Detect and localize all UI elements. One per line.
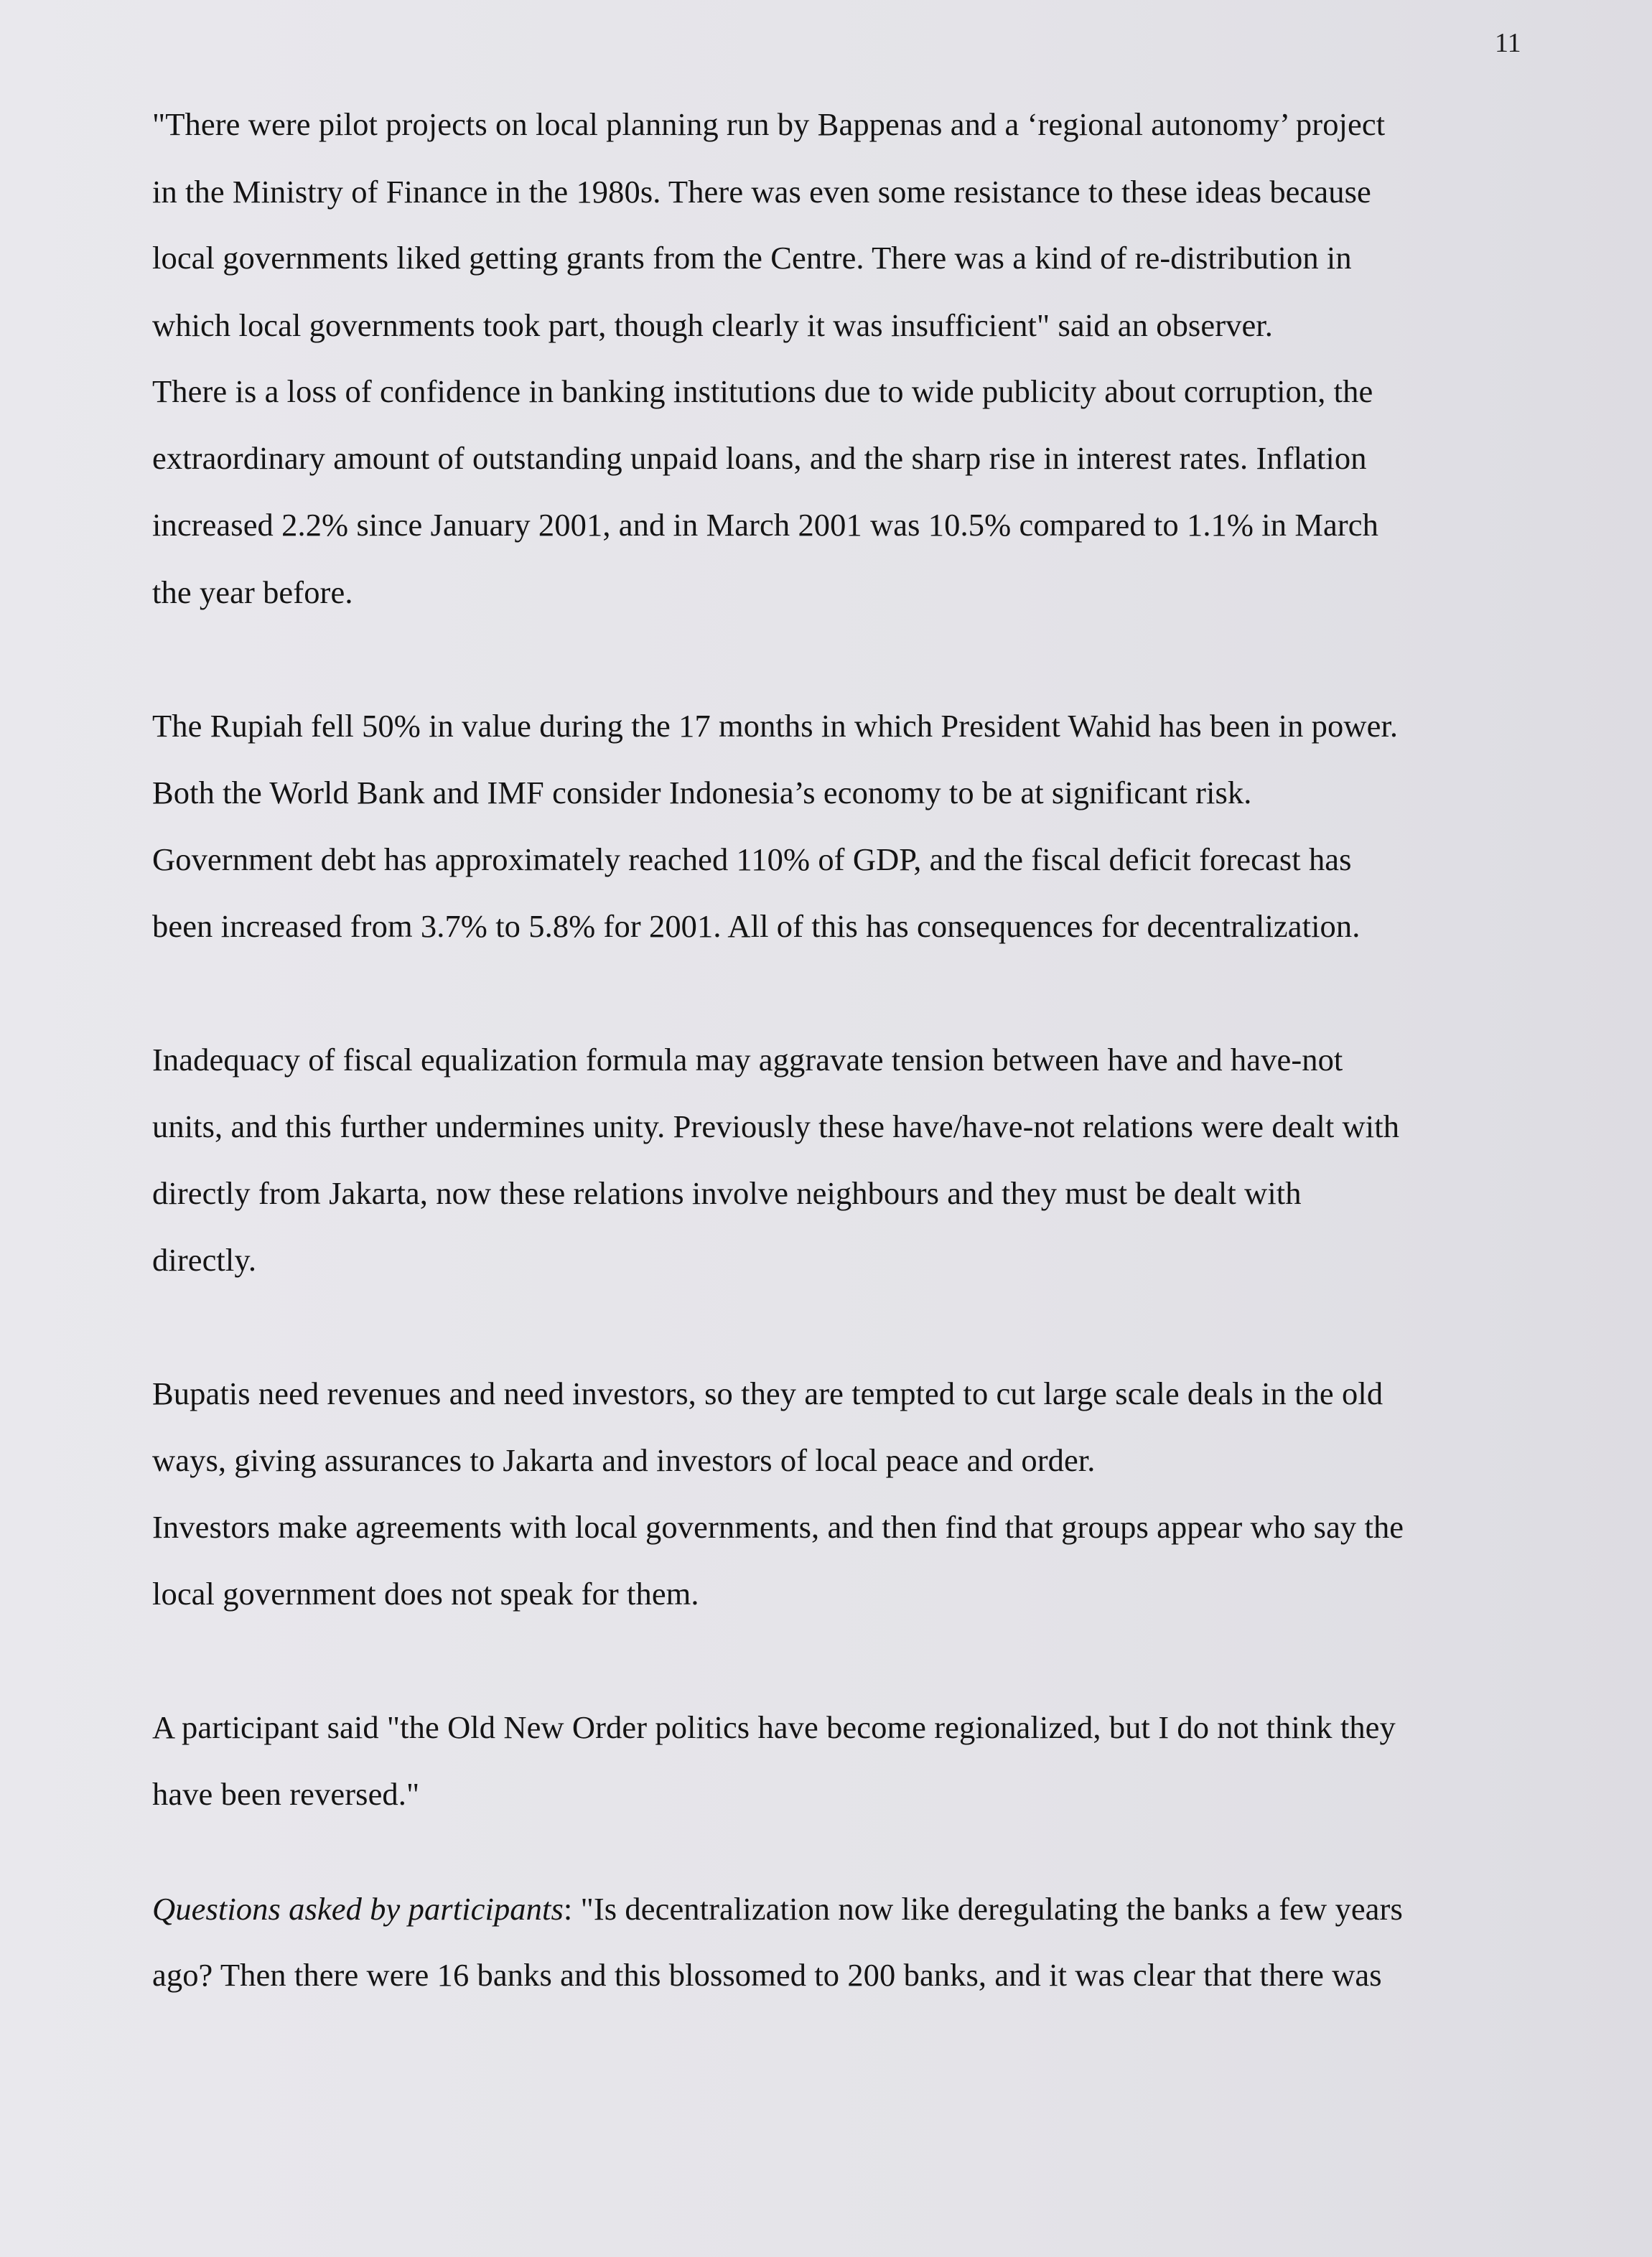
text-line: Investors make agreements with local governments, and then find that groups appear who say the <box>152 1509 1404 1545</box>
italic-lead: Questions asked by participants <box>152 1891 564 1927</box>
text-line: There is a loss of confidence in banking institutions due to wide publicity about corruption, the <box>152 373 1373 409</box>
text-line: Inadequacy of fiscal equalization formula may aggravate tension between have and have-not <box>152 1042 1343 1078</box>
text-line: ago? Then there were 16 banks and this blossomed to 200 banks, and it was clear that there was <box>152 1957 1382 1993</box>
text-span: : "Is decentralization now like deregulating the banks a few years <box>563 1891 1403 1927</box>
text-line: "There were pilot projects on local planning run by Bappenas and a ‘regional autonomy’ project <box>152 106 1386 142</box>
text-line: in the Ministry of Finance in the 1980s. There was even some resistance to these ideas because <box>152 174 1371 210</box>
text-line: Both the World Bank and IMF consider Indonesia’s economy to be at significant risk. <box>152 775 1252 810</box>
text-line: units, and this further undermines unity. Previously these have/have-not relations were dealt with <box>152 1108 1400 1144</box>
page-number: 11 <box>1495 28 1521 58</box>
text-line: increased 2.2% since January 2001, and in March 2001 was 10.5% compared to 1.1% in March <box>152 507 1378 543</box>
text-line: the year before. <box>152 574 353 610</box>
text-line: directly. <box>152 1242 257 1278</box>
text-line: have been reversed." <box>152 1776 420 1812</box>
text-line: been increased from 3.7% to 5.8% for 2001. All of this has consequences for decentralization. <box>152 908 1361 944</box>
text-line: The Rupiah fell 50% in value during the 17 months in which President Wahid has been in power. <box>152 708 1399 744</box>
text-line: extraordinary amount of outstanding unpaid loans, and the sharp rise in interest rates. Inflation <box>152 440 1367 476</box>
text-line: Government debt has approximately reached 110% of GDP, and the fiscal deficit forecast has <box>152 841 1352 877</box>
text-line: ways, giving assurances to Jakarta and investors of local peace and order. <box>152 1442 1096 1478</box>
text-line: A participant said "the Old New Order politics have become regionalized, but I do not think they <box>152 1709 1396 1745</box>
text-line: Bupatis need revenues and need investors, so they are tempted to cut large scale deals in the old <box>152 1375 1383 1411</box>
text-line: local government does not speak for them. <box>152 1576 699 1612</box>
text-line: which local governments took part, though clearly it was insufficient" said an observer. <box>152 307 1273 343</box>
text-line: directly from Jakarta, now these relations involve neighbours and they must be dealt with <box>152 1175 1302 1211</box>
text-line: local governments liked getting grants from the Centre. There was a kind of re-distribution in <box>152 240 1352 276</box>
text-line <box>152 1889 1403 1929</box>
